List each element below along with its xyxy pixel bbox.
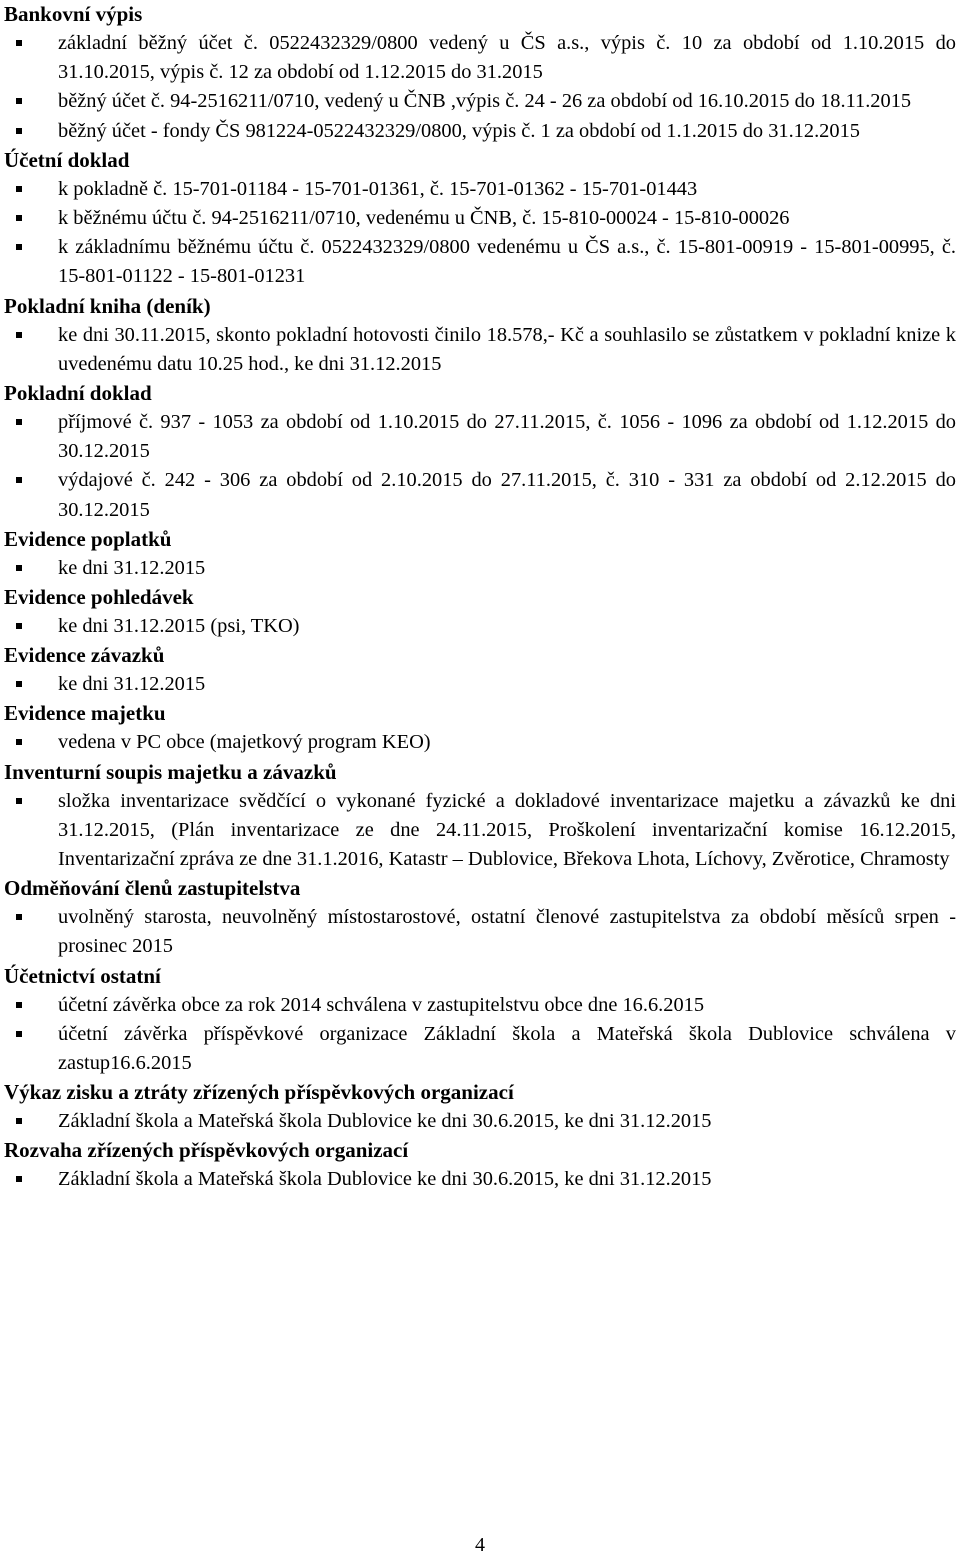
section: [4, 525, 956, 583]
section-heading: Evidence poplatků: [4, 526, 172, 551]
list-item: účetní závěrka obce za rok 2014 schválena v zastupitelstvu obce dne 16.6.2015: [58, 991, 956, 1020]
section-heading: Výkaz zisku a ztráty zřízených příspěvkových organizací: [4, 1080, 514, 1105]
bullet-list: [4, 787, 956, 875]
bullet-list: [4, 728, 956, 757]
section-heading: Evidence pohledávek: [4, 585, 194, 610]
list-item: běžný účet - fondy ČS 981224-0522432329/0800, výpis č. 1 za období od 1.1.2015 do 31.12.2015: [58, 117, 956, 146]
bullet-list: [4, 1165, 956, 1194]
list-item: vedena v PC obce (majetkový program KEO): [58, 728, 956, 757]
section: [4, 379, 956, 525]
list-item: účetní závěrka příspěvkové organizace Základní škola a Mateřská škola Dublovice schválena v zastup16.6.2015: [58, 1020, 956, 1078]
section: [4, 0, 956, 146]
section-heading: Pokladní doklad: [4, 381, 152, 406]
bullet-list: [4, 991, 956, 1079]
section: [4, 292, 956, 379]
list-item: příjmové č. 937 - 1053 za období od 1.10.2015 do 27.11.2015, č. 1056 - 1096 za období od 1.12.2015 do 30.12.2015: [58, 408, 956, 466]
bullet-list: [4, 408, 956, 525]
section: [4, 699, 956, 757]
list-item: k základnímu běžnému účtu č. 0522432329/0800 vedenému u ČS a.s., č. 15-801-00919 - 15-801-00995, č. 15-801-01122 - 15-801-01231: [58, 233, 956, 291]
bullet-list: [4, 612, 956, 641]
bullet-list: [4, 175, 956, 292]
bullet-list: [4, 903, 956, 961]
section: [4, 874, 956, 961]
section-heading: Odměňování členů zastupitelstva: [4, 876, 301, 901]
bullet-list: [4, 670, 956, 699]
list-item: složka inventarizace svědčící o vykonané fyzické a dokladové inventarizace majetku a závazků ke dni 31.12.2015, (Plán inventarizace ze dne 24.11.2015, Proškolení inventarizační komise 16.12.2015, Inventarizační zpráva ze dne 31.1.2016, Katastr – Dublovice, Břekova Lhota, Líchovy, Zvěrotice, Chramosty: [58, 787, 956, 875]
list-item: výdajové č. 242 - 306 za období od 2.10.2015 do 27.11.2015, č. 310 - 331 za období od 2.12.2015 do 30.12.2015: [58, 466, 956, 524]
section-heading: Bankovní výpis: [4, 2, 143, 26]
page-number: 4: [475, 1534, 485, 1556]
list-item: ke dni 31.12.2015: [58, 554, 956, 583]
list-item: uvolněný starosta, neuvolněný místostarostové, ostatní členové zastupitelstva za období měsíců srpen - prosinec 2015: [58, 903, 956, 961]
list-item: Základní škola a Mateřská škola Dublovice ke dni 30.6.2015, ke dni 31.12.2015: [58, 1165, 956, 1194]
document-body: [4, 0, 956, 1195]
section-heading: Evidence závazků: [4, 643, 165, 668]
list-item: ke dni 30.11.2015, skonto pokladní hotovosti činilo 18.578,- Kč a souhlasilo se zůstatkem v pokladní knize k uvedenému datu 10.25 hod., ke dni 31.12.2015: [58, 321, 956, 379]
bullet-list: [4, 29, 956, 146]
section: [4, 758, 956, 875]
list-item: k pokladně č. 15-701-01184 - 15-701-01361, č. 15-701-01362 - 15-701-01443: [58, 175, 956, 204]
section: [4, 583, 956, 641]
section-heading: Účetní doklad: [4, 147, 130, 172]
list-item: k běžnému účtu č. 94-2516211/0710, vedenému u ČNB, č. 15-810-00024 - 15-810-00026: [58, 204, 956, 233]
section-heading: Inventurní soupis majetku a závazků: [4, 759, 337, 784]
section-heading: Účetnictví ostatní: [4, 963, 161, 988]
bullet-list: [4, 554, 956, 583]
bullet-list: [4, 1107, 956, 1136]
section-heading: Evidence majetku: [4, 701, 166, 726]
section: [4, 1136, 956, 1194]
section: [4, 146, 956, 292]
section-heading: Pokladní kniha (deník): [4, 293, 211, 318]
list-item: běžný účet č. 94-2516211/0710, vedený u ČNB ,výpis č. 24 - 26 za období od 16.10.2015 do 18.11.2015: [58, 87, 956, 116]
list-item: Základní škola a Mateřská škola Dublovice ke dni 30.6.2015, ke dni 31.12.2015: [58, 1107, 956, 1136]
bullet-list: [4, 321, 956, 379]
list-item: ke dni 31.12.2015 (psi, TKO): [58, 612, 956, 641]
section-heading: Rozvaha zřízených příspěvkových organizací: [4, 1138, 409, 1163]
section: [4, 962, 956, 1079]
section: [4, 641, 956, 699]
list-item: ke dni 31.12.2015: [58, 670, 956, 699]
list-item: základní běžný účet č. 0522432329/0800 vedený u ČS a.s., výpis č. 10 za období od 1.10.2015 do 31.10.2015, výpis č. 12 za období od 1.12.2015 do 31.2015: [58, 29, 956, 87]
section: [4, 1078, 956, 1136]
